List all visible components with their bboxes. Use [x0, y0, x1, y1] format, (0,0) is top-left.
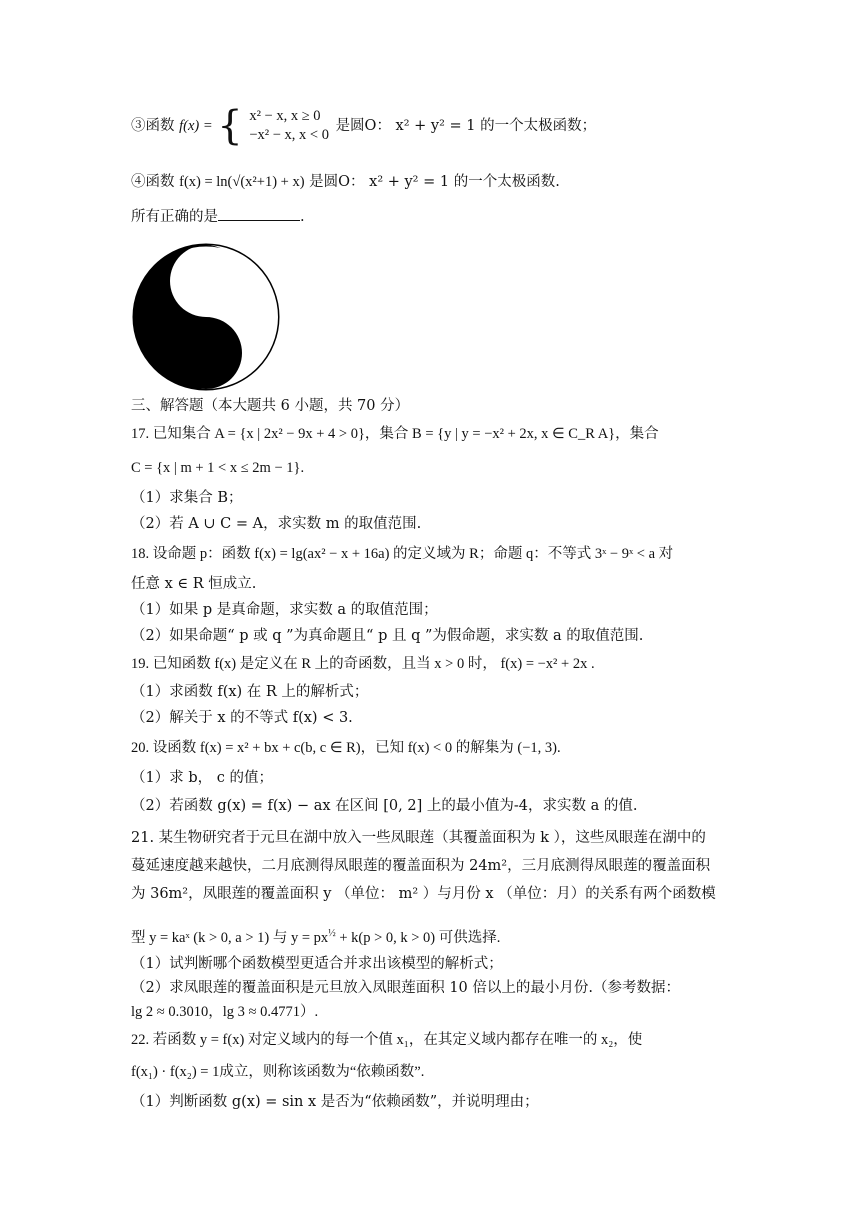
q16-item3-cases — [249, 107, 329, 145]
q16-question-text: 所有正确的是 — [131, 209, 218, 225]
q20-line1: 20. 设函数 f(x) = x² + bx + c(b, c ∈ R)，已知 f(x) < 0 的解集为 (−1, 3). — [131, 740, 561, 756]
q16-item3-prefix: ③函数 — [131, 118, 175, 134]
q17-part1: （1）求集合 B； — [131, 490, 243, 506]
answer-blank — [218, 206, 300, 221]
q18-line2: 任意 x ∈ R 恒成立. — [131, 576, 257, 592]
q18-part1: （1）如果 p 是真命题，求实数 a 的取值范围； — [131, 602, 438, 618]
q20-part1: （1）求 b， c 的值； — [131, 770, 273, 786]
q19-part1: （1）求函数 f(x) 在 R 上的解析式； — [131, 684, 369, 700]
q16-item4-prefix: ④函数 — [131, 174, 175, 190]
q17-part2: （2）若 A ∪ C = A，求实数 m 的取值范围. — [131, 516, 422, 532]
q21-line1: 21. 某生物研究者于元旦在湖中放入一些凤眼莲（其覆盖面积为 k ），这些凤眼莲在湖中的 — [131, 830, 706, 846]
q16-item3 — [131, 103, 597, 149]
q18-line1: 18. 设命题 p：函数 f(x) = lg(ax² − x + 16a) 的定义域为 R；命题 q：不等式 3ˣ − 9ˣ < a 对 — [131, 546, 674, 562]
section3-heading: 三、解答题（本大题共 6 小题，共 70 分） — [131, 398, 410, 414]
q16-question-end: . — [300, 209, 305, 225]
q16-item3-suffix: 是圆O： x² + y² = 1 的一个太极函数； — [335, 118, 597, 134]
q19-line1: 19. 已知函数 f(x) 是定义在 R 上的奇函数，且当 x > 0 时， f(x) = −x² + 2x . — [131, 656, 595, 672]
q16-item4-suffix: 是圆O： x² + y² = 1 的一个太极函数. — [309, 174, 560, 190]
q21-line4-a: 型 y = kaˣ (k > 0, a > 1) 与 y = px — [131, 929, 329, 946]
q21-line3: 为 36m²，凤眼莲的覆盖面积 y （单位： m² ）与月份 x （单位：月）的关系有两个函数模 — [131, 886, 716, 902]
q18-part2: （2）如果命题“ p 或 q ”为真命题且“ p 且 q ”为假命题，求实数 a 的取值范围. — [131, 628, 644, 644]
q16-question — [131, 206, 305, 227]
q16-item4-func: f(x) = ln(√(x²+1) + x) — [179, 174, 305, 190]
taiji-light-dot — [197, 272, 215, 290]
q21-line4-b: + k(p > 0, k > 0) 可供选择. — [335, 929, 501, 946]
q22-part1: （1）判断函数 g(x) = sin x 是否为“依赖函数”，并说明理由； — [131, 1094, 539, 1110]
q21-part2: （2）求凤眼莲的覆盖面积是元旦放入凤眼莲面积 10 倍以上的最小月份.（参考数据： — [131, 980, 681, 996]
q21-line2: 蔓延速度越来越快，二月底测得凤眼莲的覆盖面积为 24m²，三月底测得凤眼莲的覆盖面积 — [131, 858, 711, 874]
q21-part1: （1）试判断哪个函数模型更适合并求出该模型的解析式； — [131, 956, 503, 972]
q17-line1: 17. 已知集合 A = {x | 2x² − 9x + 4 > 0}，集合 B = {y | y = −x² + 2x, x ∈ C_R A}，集合 — [131, 426, 659, 442]
taiji-dark-dot — [197, 344, 215, 362]
q22-line2: f(x₁) · f(x₂) = 1成立，则称该函数为“依赖函数”. — [131, 1064, 425, 1080]
q17-line2: C = {x | m + 1 < x ≤ 2m − 1}. — [131, 460, 305, 476]
q16-item3-case2: −x² − x, x < 0 — [249, 127, 329, 143]
q21-line4 — [131, 924, 500, 948]
q19-part2: （2）解关于 x 的不等式 f(x) < 3. — [131, 710, 353, 726]
q16-item4 — [131, 172, 560, 192]
taiji-yin-yang-figure — [131, 242, 281, 392]
q22-line1: 22. 若函数 y = f(x) 对定义域内的每一个值 x₁，在其定义域内都存在唯一的 x₂，使 — [131, 1032, 643, 1048]
q16-item3-func: f(x) = — [179, 118, 213, 134]
q20-part2: （2）若函数 g(x) = f(x) − ax 在区间 [0, 2] 上的最小值为-4，求实数 a 的值. — [131, 798, 638, 814]
q21-part2-data: lg 2 ≈ 0.3010，lg 3 ≈ 0.4771）. — [131, 1004, 319, 1020]
q16-item3-case1: x² − x, x ≥ 0 — [249, 108, 321, 124]
piecewise-brace: { — [217, 103, 243, 149]
q21-line4-exponent: ½ — [328, 928, 336, 939]
